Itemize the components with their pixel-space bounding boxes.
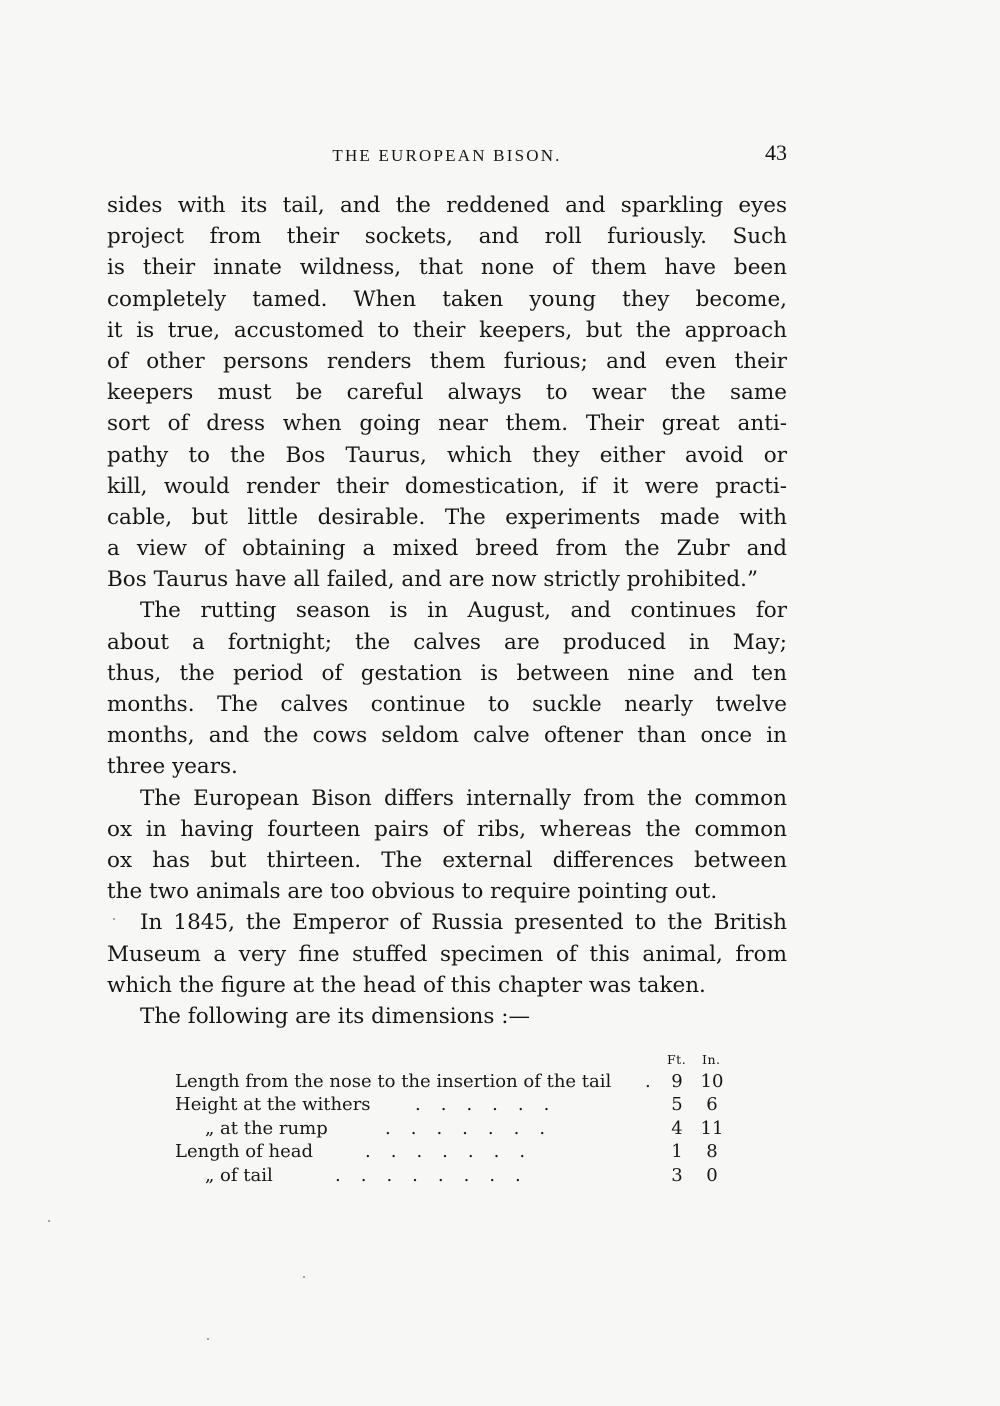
dot-leader: ....... [385,1117,566,1139]
text-line: sides with its tail, and the reddened and sparkling eyes [107,193,787,218]
row-label: „ at the rump [205,1117,328,1139]
feet-value: 4 [671,1117,683,1139]
text-line: ox has but thirteen. The external differences between [107,847,787,873]
text-line: three years. [107,754,238,780]
text-line: the two animals are too obvious to require pointing out. [107,879,718,905]
dot-leader: ...... [415,1094,570,1116]
table-row [175,1117,735,1140]
text-line: thus, the period of gestation is between nine and ten [107,660,787,686]
text-line: Museum a very fine stuffed specimen of this animal, from [107,941,787,967]
text-line: it is true, accustomed to their keepers, but the approach [107,317,787,343]
column-feet-header: Ft. [667,1052,687,1067]
paragraph-start-line: The following are its dimensions :— [140,1003,531,1029]
text-line: Bos Taurus have all failed, and are now strictly prohibited.” [107,567,759,593]
row-label: Length of head [175,1141,313,1163]
table-row [175,1140,735,1163]
paragraph-start-line: The European Bison differs internally from the common [140,785,787,811]
row-label: Length from the nose to the insertion of the tail [175,1071,612,1092]
feet-value: 3 [671,1164,683,1186]
dot-leader: ....... [365,1141,546,1163]
dimensions-table [175,1052,735,1187]
text-line: cable, but little desirable. The experiments made with [107,504,787,530]
inches-value: 11 [700,1117,724,1139]
dot-leader: ........ [335,1164,541,1186]
row-label: Height at the withers [175,1094,371,1116]
text-line: is their innate wildness, that none of them have been [107,255,787,281]
feet-value: 9 [671,1071,683,1092]
dimensions-header [175,1052,735,1070]
text-line: ox in having fourteen pairs of ribs, whereas the common [107,816,787,842]
paper-speck [113,918,115,920]
paragraph-start-line: In 1845, the Emperor of Russia presented to the British [140,910,787,936]
paper-speck [207,1338,209,1340]
text-line: project from their sockets, and roll furiously. Such [107,224,787,250]
paper-speck [303,1276,305,1278]
row-label: „ of tail [205,1164,273,1186]
paragraph-start-line: The rutting season is in August, and continues for [140,598,787,624]
dot-leader: . [645,1071,671,1092]
table-row [175,1070,735,1093]
text-line: completely tamed. When taken young they become, [107,286,787,312]
text-line: about a fortnight; the calves are produced in May; [107,629,787,655]
feet-value: 5 [671,1094,683,1116]
text-line: months. The calves continue to suckle nearly twelve [107,692,787,717]
table-row [175,1164,735,1187]
body-text [107,190,787,1032]
text-line: kill, would render their domestication, if it were practi- [107,473,787,499]
text-line: of other persons renders them furious; and even their [107,348,787,374]
text-line: pathy to the Bos Taurus, which they either avoid or [107,442,787,468]
page-header [107,140,787,174]
text-line: a view of obtaining a mixed breed from the Zubr and [107,536,787,562]
text-line: which the figure at the head of this chapter was taken. [107,972,706,998]
inches-value: 8 [706,1141,718,1163]
page-number: 43 [765,140,787,165]
text-line: sort of dress when going near them. Their great anti- [107,411,787,437]
text-line: months, and the cows seldom calve oftener than once in [107,723,787,749]
inches-value: 0 [706,1164,718,1186]
feet-value: 1 [671,1141,683,1163]
column-inches-header: In. [702,1052,721,1067]
paper-speck [48,1220,50,1222]
inches-value: 10 [700,1071,724,1092]
running-title: THE EUROPEAN BISON. [332,146,562,165]
text-line: keepers must be careful always to wear the same [107,380,787,406]
inches-value: 6 [706,1094,718,1116]
table-row [175,1093,735,1116]
